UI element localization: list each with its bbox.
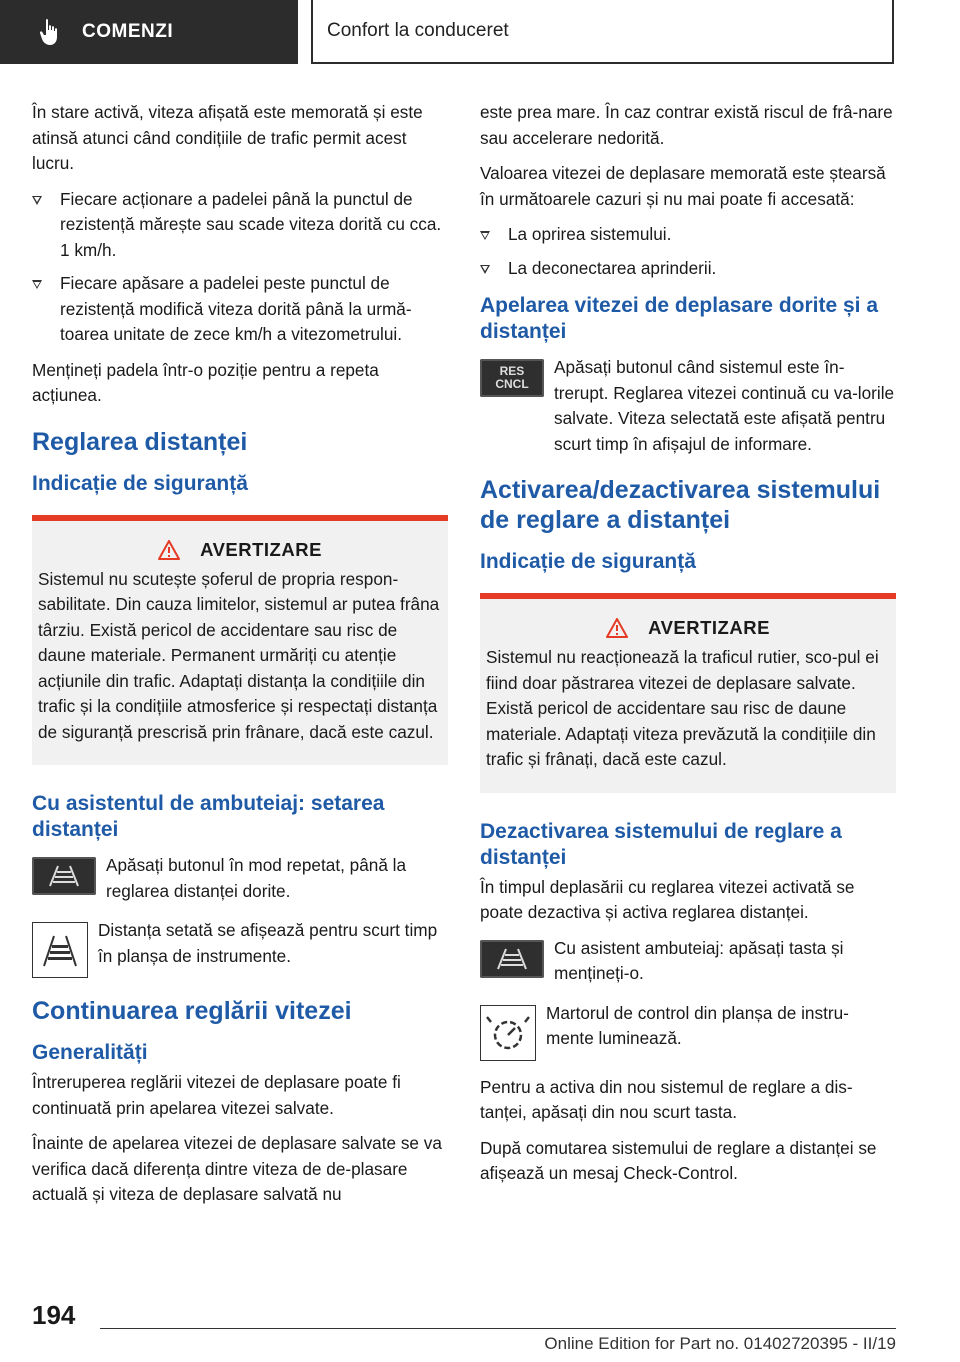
edition-note: Online Edition for Part no. 01402720395 - II/19 (544, 1334, 896, 1353)
paragraph: Mențineți padela într-o poziție pentru a repeta acțiunea. (32, 359, 379, 405)
traffic-jam-assistant-key-icon (480, 940, 544, 978)
res-label: RES (499, 364, 525, 378)
subsection-heading: Generalități (32, 1041, 148, 1064)
triangle-bullet-icon (32, 196, 42, 205)
key-graphic (32, 922, 88, 978)
triangle-bullet-icon (32, 280, 42, 289)
paragraph: Întreruperea reglării vitezei de deplasare poate fi continuată prin apelarea vitezei salvate. (32, 1072, 401, 1118)
key-graphic (480, 1005, 536, 1061)
res-cncl-key-icon (480, 359, 544, 397)
triangle-bullet-icon (480, 265, 490, 274)
chapter-tab (0, 0, 298, 64)
instruction-text: Martorul de control din planșa de instru-mente luminează. (546, 1002, 849, 1048)
instruction-text: Apăsați butonul în mod repetat, până la reglarea distanței dorite. (106, 855, 407, 901)
subsection-heading: Apelarea vitezei de deplasare dorite și a distanței (480, 294, 879, 343)
cncl-label: CNCL (495, 377, 529, 391)
chapter-tab-label: COMENZI (82, 21, 174, 42)
bullet-list (480, 222, 896, 281)
paragraph: Înainte de apelarea vitezei de deplasare salvate se va verifica dacă diferența dintre viteza de de-plasare actuală și viteza de deplasare salvată nu (32, 1133, 442, 1204)
warning-title: AVERTIZARE (200, 538, 322, 560)
list-item: Fiecare acționare a padelei până la punctul de rezistență mărește sau scade viteza dorită cu cca. 1 km/h. (32, 187, 448, 264)
section-heading: Activarea/dezactivarea sistemului de reglare a distanței (480, 476, 881, 534)
warning-text: Sistemul nu reacționează la traficul rutier, sco-pul ei fiind doar păstrarea vitezei de deplasare salvate. Există pericol de accidentare sau risc de daune materiale. Adaptați viteza prevăzută la condițiile din trafic și frânați, dacă este cazul. (486, 647, 879, 769)
instruction-text: Cu asistent ambuteiaj: apăsați tasta și mențineți-o. (554, 937, 844, 983)
warning-title: AVERTIZARE (648, 617, 770, 638)
paragraph: Valoarea vitezei de deplasare memorată este ștearsă în următoarele cazuri și nu mai poate fi accesată: (480, 163, 886, 209)
key-graphic (480, 940, 544, 987)
speed-control-indicator-icon (480, 1005, 536, 1061)
right-column (480, 100, 896, 1197)
key-graphic (480, 359, 544, 457)
warning-box (32, 515, 448, 766)
paragraph: este prea mare. În caz contrar există riscul de frâ-nare sau accelerare nedorită. (480, 102, 893, 148)
warning-header (486, 617, 890, 639)
instruction-text: Distanța setată se afișează pentru scurt timp în planșa de instrumente. (98, 920, 438, 966)
pointing-hand-icon (38, 18, 64, 46)
warning-triangle-icon (158, 540, 180, 560)
bullet-list (32, 187, 448, 348)
key-graphic (32, 857, 96, 904)
instruction-row (480, 936, 896, 987)
list-item: La oprirea sistemului. (480, 222, 896, 248)
triangle-bullet-icon (480, 231, 490, 240)
instruction-text: Apăsați butonul când sistemul este în-trerupt. Reglarea vitezei continuă cu va-lorile salvate. Viteza selectată este afișată pentru scurt timp în afișajul de informare. (554, 357, 895, 454)
warning-header (38, 539, 442, 561)
instruction-row (480, 1001, 896, 1061)
subsection-heading: Dezactivarea sistemului de reglare a distanței (480, 819, 842, 869)
section-heading: Reglarea distanței (32, 427, 248, 456)
section-heading: Continuarea reglării vitezei (32, 997, 352, 1025)
paragraph: În timpul deplasării cu reglarea vitezei activată se poate dezactiva și activa reglarea distanței. (480, 876, 855, 922)
paragraph: Pentru a activa din nou sistemul de reglare a dis-tanței, apăsați din nou scurt tasta. (480, 1076, 853, 1122)
section-title: Confort la conduceret (311, 0, 894, 64)
paragraph: După comutarea sistemului de reglare a distanței se afișează un mesaj Check-Control. (480, 1137, 877, 1183)
warning-text: Sistemul nu scutește șoferul de propria respon-sabilitate. Din cauza limitelor, sistemul ar putea frâna târziu. Există pericol de accidentare sau risc de daune materiale. Permanent urmăriți cu atenție acțiunile din trafic. Adaptați distanța la condițiile din trafic și la condițiile atmosferice și respectați distanța de siguranță prescrisă prin frânare, dacă este cazul. (38, 568, 440, 742)
subsection-heading: Indicație de siguranță (480, 550, 696, 573)
paragraph: În stare activă, viteza afișată este memorată și este atinsă atunci când condițiile de trafic permit acest lucru. (32, 102, 423, 173)
subsection-heading: Cu asistentul de ambuteiaj: setarea distanței (32, 792, 385, 841)
list-item: Fiecare apăsare a padelei peste punctul de rezistență modifică viteza dorită până la urmă-toarea unitate de zece km/h a vitezometrului. (32, 271, 448, 348)
footer-divider (100, 1328, 896, 1329)
traffic-jam-assistant-key-icon (32, 857, 96, 895)
left-column (32, 100, 448, 1218)
warning-triangle-icon (606, 618, 628, 638)
subsection-heading: Indicație de siguranță (32, 471, 248, 495)
list-item: La deconectarea aprinderii. (480, 256, 896, 282)
instruction-row (480, 355, 896, 457)
warning-box (480, 593, 896, 793)
instruction-row (32, 918, 448, 978)
page-number: 194 (32, 1300, 76, 1330)
page-header (0, 0, 960, 66)
instruction-row (32, 853, 448, 904)
distance-display-icon (32, 922, 88, 978)
